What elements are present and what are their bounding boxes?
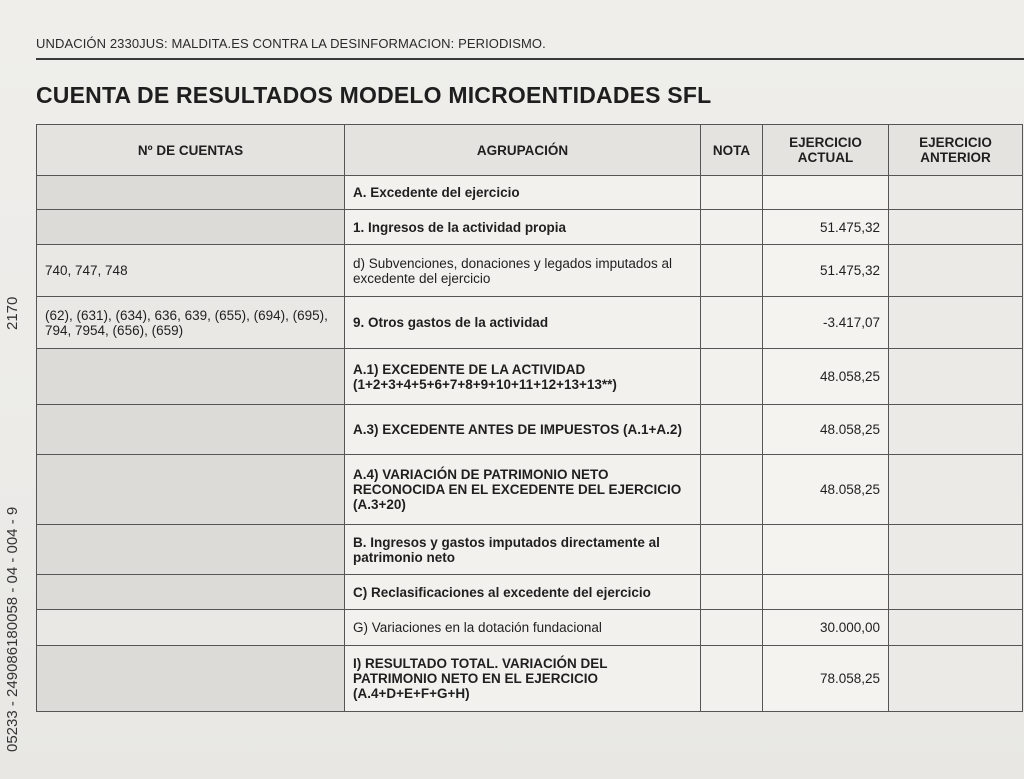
row-current: 51.475,32 [763, 210, 889, 245]
row-current: 48.058,25 [763, 349, 889, 405]
row-accounts: 740, 747, 748 [37, 245, 345, 297]
row-group: A. Excedente del ejercicio [345, 176, 701, 210]
row-accounts [37, 349, 345, 405]
table-row [37, 245, 1023, 297]
row-note [701, 297, 763, 349]
row-accounts: (62), (631), (634), 636, 639, (655), (694), (695), 794, 7954, (656), (659) [37, 297, 345, 349]
row-previous [889, 297, 1023, 349]
row-current [763, 575, 889, 610]
row-group: A.4) VARIACIÓN DE PATRIMONIO NETO RECONOCIDA EN EL EXCEDENTE DEL EJERCICIO (A.3+20) [345, 455, 701, 525]
row-note [701, 646, 763, 712]
table-row [37, 455, 1023, 525]
table-row [37, 176, 1023, 210]
row-note [701, 455, 763, 525]
row-group: I) RESULTADO TOTAL. VARIACIÓN DEL PATRIMONIO NETO EN EL EJERCICIO (A.4+D+E+F+G+H) [345, 646, 701, 712]
row-current: 30.000,00 [763, 610, 889, 646]
row-previous [889, 575, 1023, 610]
row-group: 9. Otros gastos de la actividad [345, 297, 701, 349]
row-accounts [37, 575, 345, 610]
row-previous [889, 349, 1023, 405]
row-note [701, 610, 763, 646]
row-accounts [37, 176, 345, 210]
row-accounts [37, 646, 345, 712]
header-accounts: Nº DE CUENTAS [37, 125, 345, 176]
table-row [37, 610, 1023, 646]
row-current: 51.475,32 [763, 245, 889, 297]
row-group: B. Ingresos y gastos imputados directamente al patrimonio neto [345, 525, 701, 575]
table-row [37, 525, 1023, 575]
row-group: d) Subvenciones, donaciones y legados imputados al excedente del ejercicio [345, 245, 701, 297]
header-group: AGRUPACIÓN [345, 125, 701, 176]
table-row [37, 349, 1023, 405]
side-code-bottom: 05233 - 249086180058 - 04 - 004 - 9 [4, 506, 21, 752]
results-table [36, 124, 1023, 712]
document-header: UNDACIÓN 2330JUS: MALDITA.ES CONTRA LA DESINFORMACION: PERIODISMO. [36, 36, 546, 51]
side-codes [4, 296, 28, 752]
row-accounts [37, 210, 345, 245]
row-note [701, 210, 763, 245]
row-previous [889, 455, 1023, 525]
row-current: 48.058,25 [763, 455, 889, 525]
row-group: A.3) EXCEDENTE ANTES DE IMPUESTOS (A.1+A.2) [345, 405, 701, 455]
row-group: A.1) EXCEDENTE DE LA ACTIVIDAD (1+2+3+4+5+6+7+8+9+10+11+12+13+13**) [345, 349, 701, 405]
side-code-top: 2170 [4, 296, 21, 330]
row-previous [889, 245, 1023, 297]
row-accounts [37, 455, 345, 525]
row-accounts [37, 610, 345, 646]
table-header-row [37, 125, 1023, 176]
row-note [701, 176, 763, 210]
row-accounts [37, 525, 345, 575]
row-note [701, 245, 763, 297]
row-current [763, 525, 889, 575]
table-row [37, 646, 1023, 712]
row-previous [889, 405, 1023, 455]
row-note [701, 349, 763, 405]
row-current [763, 176, 889, 210]
row-group: 1. Ingresos de la actividad propia [345, 210, 701, 245]
header-note: NOTA [701, 125, 763, 176]
row-current: -3.417,07 [763, 297, 889, 349]
row-current: 48.058,25 [763, 405, 889, 455]
row-previous [889, 646, 1023, 712]
row-note [701, 405, 763, 455]
row-previous [889, 210, 1023, 245]
row-previous [889, 525, 1023, 575]
table-row [37, 575, 1023, 610]
row-previous [889, 610, 1023, 646]
row-note [701, 525, 763, 575]
table-row [37, 405, 1023, 455]
row-previous [889, 176, 1023, 210]
table-row [37, 297, 1023, 349]
header-current: EJERCICIO ACTUAL [763, 125, 889, 176]
table-row [37, 210, 1023, 245]
row-group: G) Variaciones en la dotación fundacional [345, 610, 701, 646]
row-note [701, 575, 763, 610]
page-title: CUENTA DE RESULTADOS MODELO MICROENTIDADES SFL [36, 82, 712, 108]
header-rule [36, 58, 1024, 60]
row-group: C) Reclasificaciones al excedente del ejercicio [345, 575, 701, 610]
header-previous: EJERCICIO ANTERIOR [889, 125, 1023, 176]
row-accounts [37, 405, 345, 455]
row-current: 78.058,25 [763, 646, 889, 712]
